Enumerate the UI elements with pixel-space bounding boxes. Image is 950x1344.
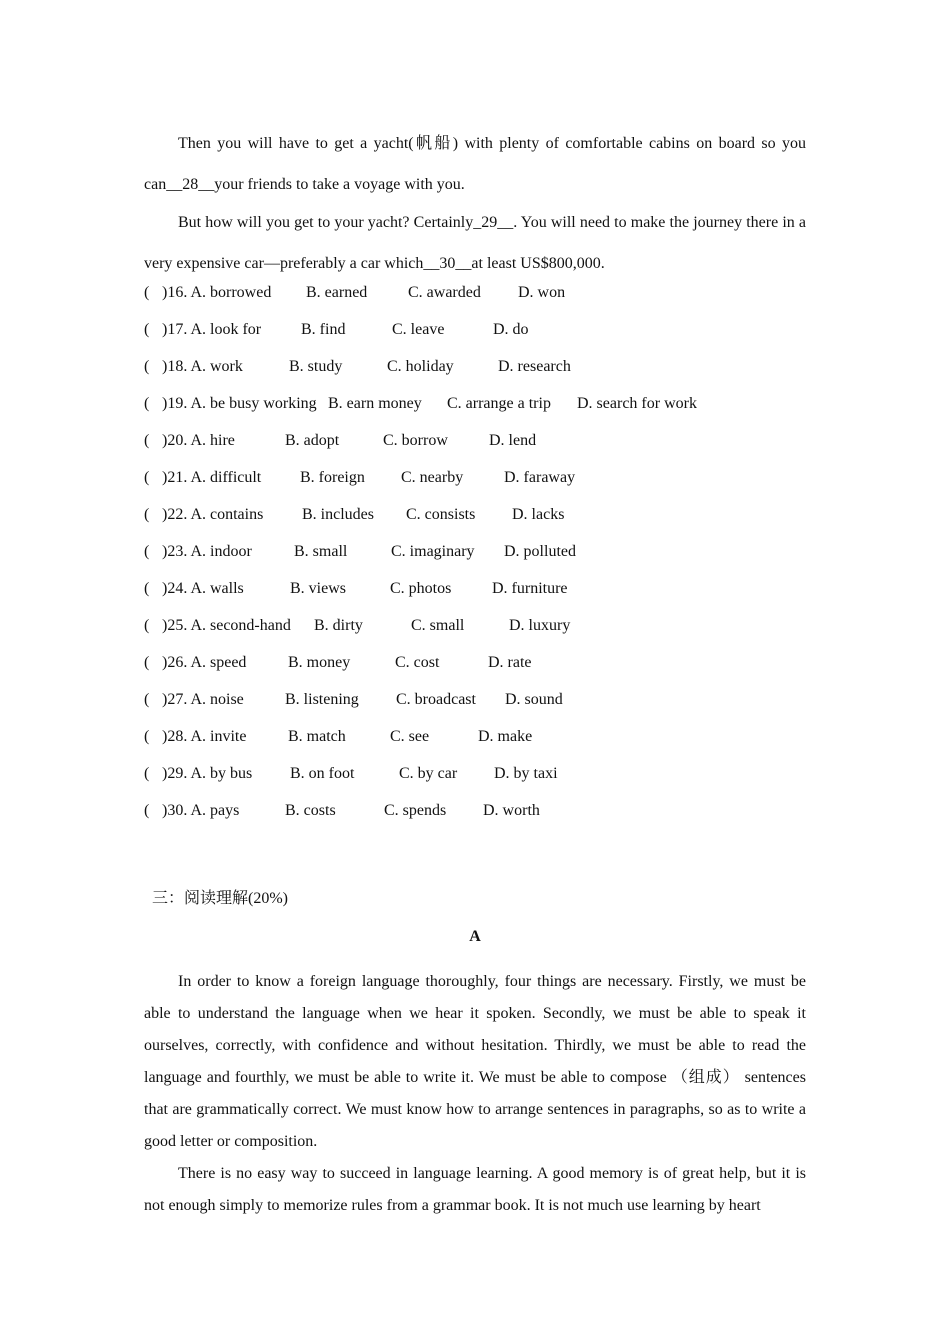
option-a: )18. A. work: [162, 358, 243, 375]
option-d: D. lacks: [512, 506, 565, 523]
answer-paren: (: [144, 432, 150, 449]
option-a: )16. A. borrowed: [162, 284, 272, 301]
option-b: B. small: [294, 543, 348, 560]
option-c: C. borrow: [383, 432, 448, 449]
option-a: )24. A. walls: [162, 580, 244, 597]
option-d: D. make: [478, 728, 533, 745]
option-d: D. worth: [483, 802, 540, 819]
answer-paren: (: [144, 284, 150, 301]
option-b: B. earned: [306, 284, 368, 301]
option-a: )23. A. indoor: [162, 543, 252, 560]
answer-paren: (: [144, 469, 150, 486]
option-b: B. foreign: [300, 469, 365, 486]
option-b: B. money: [288, 654, 351, 671]
answer-paren: (: [144, 654, 150, 671]
answer-paren: (: [144, 617, 150, 634]
option-d: D. luxury: [509, 617, 571, 634]
option-b: B. find: [301, 321, 346, 338]
option-a: )17. A. look for: [162, 321, 262, 338]
answer-paren: (: [144, 506, 150, 523]
option-d: D. search for work: [577, 395, 697, 412]
option-a: )28. A. invite: [162, 728, 247, 745]
option-c: C. arrange a trip: [447, 395, 551, 412]
option-a: )29. A. by bus: [162, 765, 253, 782]
option-b: B. study: [289, 358, 343, 375]
option-b: B. on foot: [290, 765, 355, 782]
option-c: C. cost: [395, 654, 440, 671]
option-d: D. sound: [505, 691, 563, 708]
option-a: )30. A. pays: [162, 802, 240, 819]
option-c: C. photos: [390, 580, 452, 597]
option-a: )20. A. hire: [162, 432, 235, 449]
answer-paren: (: [144, 580, 150, 597]
passage-paragraph: In order to know a foreign language thoroughly, four things are necessary. Firstly, we must be able to understand the language when we hear it spoken. Secondly, we must be able to speak it ourselves, correctly, with confidence and without hesitation. Thirdly, we must be able to read the language and fourthly, we must be able to write it. We must be able to compose （组成） sentences that are grammatically correct. We must know how to arrange sentences in paragraphs, so as to write a good letter or composition.: [144, 973, 806, 1150]
option-c: C. nearby: [401, 469, 464, 486]
option-b: B. views: [290, 580, 346, 597]
option-b: B. earn money: [328, 395, 422, 412]
answer-paren: (: [144, 728, 150, 745]
option-c: C. imaginary: [391, 543, 475, 560]
answer-paren: (: [144, 691, 150, 708]
passage-paragraph: But how will you get to your yacht? Certainly_29__. You will need to make the journey there in a very expensive car—preferably a car which__30__at least US$800,000.: [144, 214, 806, 272]
section-title: 三：阅读理解(20%): [152, 890, 288, 907]
option-b: B. adopt: [285, 432, 340, 449]
option-a: )19. A. be busy working: [162, 395, 317, 412]
option-d: D. won: [518, 284, 566, 301]
option-c: C. broadcast: [396, 691, 476, 708]
option-c: C. consists: [406, 506, 476, 523]
option-a: )27. A. noise: [162, 691, 244, 708]
answer-paren: (: [144, 395, 150, 412]
option-d: D. furniture: [492, 580, 568, 597]
passage-heading: A: [469, 928, 481, 945]
option-d: D. rate: [488, 654, 532, 671]
option-a: )21. A. difficult: [162, 469, 262, 486]
option-d: D. lend: [489, 432, 537, 449]
answer-paren: (: [144, 358, 150, 375]
option-c: C. holiday: [387, 358, 454, 375]
option-a: )26. A. speed: [162, 654, 247, 671]
answer-paren: (: [144, 765, 150, 782]
option-d: D. do: [493, 321, 529, 338]
option-b: B. match: [288, 728, 346, 745]
option-a: )22. A. contains: [162, 506, 264, 523]
option-d: D. by taxi: [494, 765, 558, 782]
option-d: D. research: [498, 358, 571, 375]
answer-paren: (: [144, 802, 150, 819]
option-c: C. leave: [392, 321, 445, 338]
option-c: C. spends: [384, 802, 447, 819]
option-b: B. includes: [302, 506, 374, 523]
option-b: B. costs: [285, 802, 336, 819]
option-b: B. dirty: [314, 617, 363, 634]
option-c: C. by car: [399, 765, 458, 782]
option-c: C. awarded: [408, 284, 481, 301]
option-a: )25. A. second-hand: [162, 617, 291, 634]
answer-paren: (: [144, 543, 150, 560]
option-d: D. faraway: [504, 469, 576, 486]
option-c: C. see: [390, 728, 430, 745]
passage-paragraph: Then you will have to get a yacht(帆船) with plenty of comfortable cabins on board so you can__28__your friends to take a voyage with you.: [144, 135, 806, 193]
option-c: C. small: [411, 617, 465, 634]
passage-paragraph: There is no easy way to succeed in language learning. A good memory is of great help, but it is not enough simply to memorize rules from a grammar book. It is not much use learning by heart: [144, 1165, 806, 1214]
option-b: B. listening: [285, 691, 359, 708]
answer-paren: (: [144, 321, 150, 338]
option-d: D. polluted: [504, 543, 576, 560]
